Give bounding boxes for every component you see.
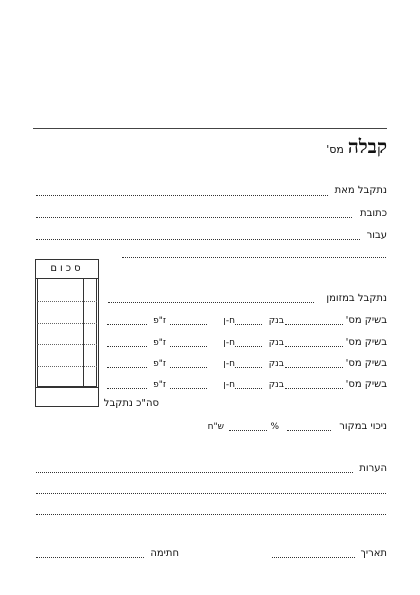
- due-date-label: ז"פ: [153, 316, 166, 326]
- address-field[interactable]: [36, 217, 352, 218]
- bank-label: בנק: [268, 359, 284, 369]
- bank-label: בנק: [268, 338, 284, 348]
- receipt-number-label: מס': [326, 143, 344, 156]
- received-cash-field[interactable]: [108, 302, 314, 303]
- signature-field[interactable]: [36, 557, 144, 558]
- due-date-field[interactable]: [107, 367, 147, 368]
- bank-field[interactable]: [235, 388, 262, 389]
- date-label: תאריך: [360, 548, 387, 559]
- check-number-label: בשיק מס': [345, 379, 387, 390]
- amount-total-line: [36, 387, 98, 388]
- bank-field[interactable]: [235, 324, 262, 325]
- for-field-continuation[interactable]: [122, 257, 386, 258]
- account-label: ח-ן: [223, 380, 235, 390]
- amount-cell-line: [37, 301, 97, 302]
- receipt-title-text: קבלה: [347, 136, 387, 158]
- account-field[interactable]: [170, 324, 207, 325]
- bank-label: בנק: [268, 316, 284, 326]
- due-date-field[interactable]: [107, 388, 147, 389]
- account-label: ח-ן: [223, 338, 235, 348]
- bank-label: בנק: [268, 380, 284, 390]
- withholding-percent-label: %: [270, 422, 279, 432]
- amount-box-header: סכום: [36, 260, 98, 279]
- amount-box-divider: [83, 278, 84, 387]
- due-date-field[interactable]: [107, 346, 147, 347]
- account-field[interactable]: [170, 388, 207, 389]
- address-label: כתובת: [360, 208, 387, 219]
- receipt-title: [326, 136, 387, 159]
- notes-label: הערות: [359, 463, 387, 474]
- amount-cell-line: [37, 366, 97, 367]
- total-received-label: סה"כ נתקבל: [103, 398, 159, 409]
- amount-cell-line: [37, 323, 97, 324]
- check-number-field[interactable]: [285, 324, 343, 325]
- bank-field[interactable]: [235, 367, 262, 368]
- account-field[interactable]: [170, 367, 207, 368]
- notes-field-line[interactable]: [36, 472, 353, 473]
- check-number-label: בשיק מס': [345, 337, 387, 348]
- check-number-label: בשיק מס': [345, 358, 387, 369]
- bank-field[interactable]: [235, 346, 262, 347]
- account-label: ח-ן: [223, 359, 235, 369]
- for-field[interactable]: [36, 239, 360, 240]
- withholding-percent-field[interactable]: [287, 430, 331, 431]
- due-date-field[interactable]: [107, 324, 147, 325]
- signature-label: חתימה: [150, 548, 179, 559]
- account-label: ח-ן: [223, 316, 235, 326]
- due-date-label: ז"פ: [153, 380, 166, 390]
- check-number-label: בשיק מס': [345, 315, 387, 326]
- notes-field-line[interactable]: [36, 514, 386, 515]
- received-from-label: נתקבל מאת: [334, 185, 387, 196]
- received-from-field[interactable]: [36, 195, 328, 196]
- header-rule: [33, 128, 387, 129]
- withholding-amount-field[interactable]: [229, 430, 267, 431]
- check-number-field[interactable]: [285, 346, 343, 347]
- due-date-label: ז"פ: [153, 359, 166, 369]
- withholding-label: ניכוי במקור: [339, 421, 387, 432]
- check-number-field[interactable]: [285, 388, 343, 389]
- for-label: עבור: [366, 230, 387, 241]
- amount-cell-line: [37, 344, 97, 345]
- amount-box: [35, 259, 99, 407]
- withholding-shekel-label: ש"ח: [207, 422, 224, 432]
- notes-field-line[interactable]: [36, 493, 386, 494]
- received-cash-label: נתקבל במזומן: [326, 293, 387, 304]
- amount-box-inner: [37, 278, 97, 387]
- account-field[interactable]: [170, 346, 207, 347]
- due-date-label: ז"פ: [153, 338, 166, 348]
- check-number-field[interactable]: [285, 367, 343, 368]
- date-field[interactable]: [272, 557, 355, 558]
